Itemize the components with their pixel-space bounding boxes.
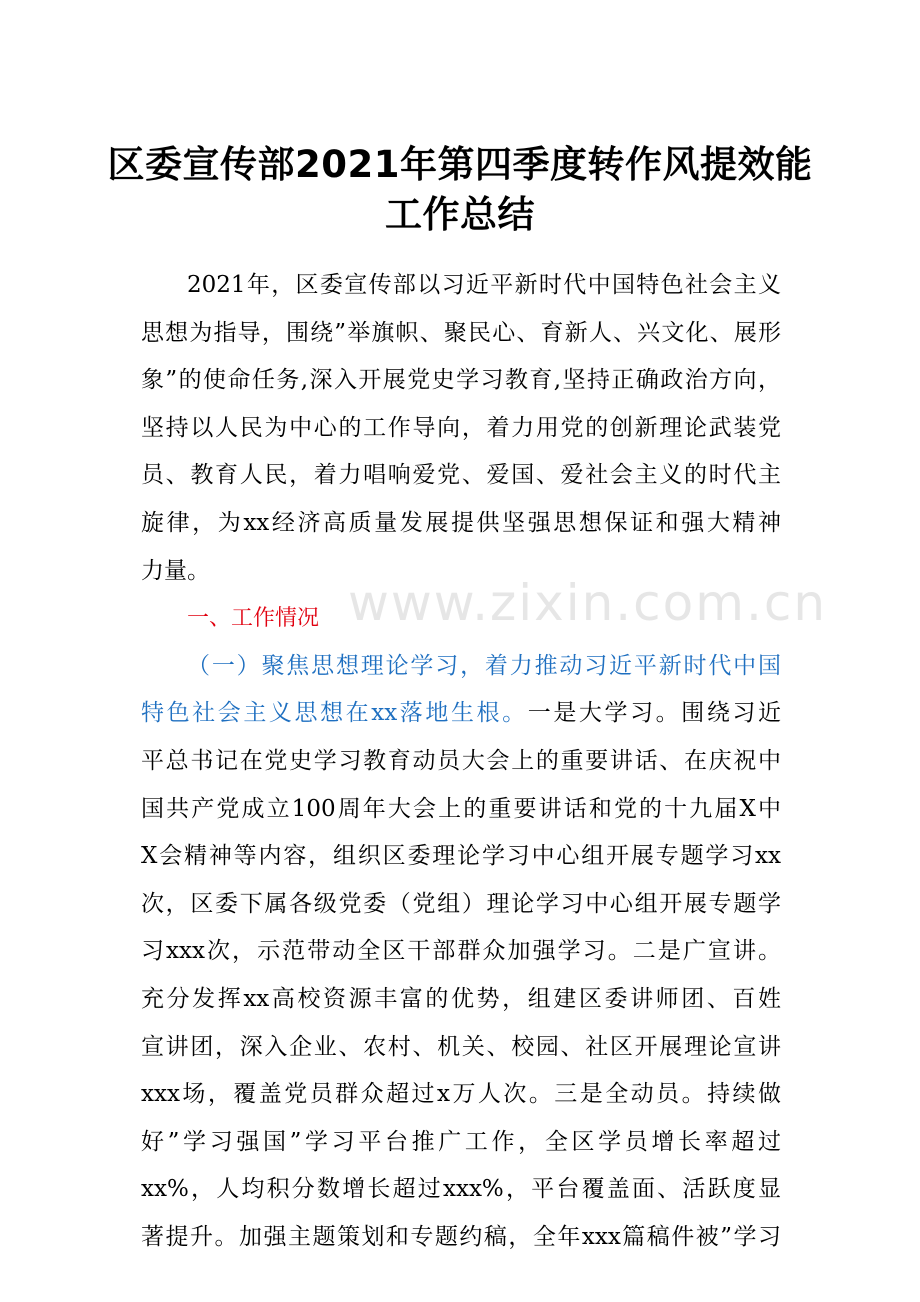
intro-line: 力量。 <box>141 557 210 584</box>
body-line: xx%，人均积分数增长超过xxx%，平台覆盖面、活跃度显 <box>141 1176 781 1203</box>
intro-line: 思想为指导，围绕”举旗帜、聚民心、育新人、兴文化、展形 <box>141 319 781 346</box>
intro-line: 员、教育人民，着力唱响爱党、爱国、爱社会主义的时代主 <box>141 462 781 489</box>
subsection-line <box>141 690 781 738</box>
body-line: 次，区委下属各级党委（党组）理论学习中心组开展专题学 <box>141 890 781 917</box>
section-heading: 一、工作情况 <box>187 606 320 632</box>
body-line: 宣讲团，深入企业、农村、机关、校园、社区开展理论宣讲 <box>141 1033 781 1060</box>
subsection-heading: （一）聚焦思想理论学习，着力推动习近平新时代中国 <box>187 652 781 679</box>
body-line: xxx场，覆盖党员群众超过x万人次。三是全动员。持续做 <box>141 1081 781 1108</box>
subsection-text: 一是大学习。围绕习近 <box>527 700 781 727</box>
intro-line: 坚持以人民为中心的工作导向，着力用党的创新理论武装党 <box>141 414 781 441</box>
body-line: 好”学习强国”学习平台推广工作，全区学员增长率超过 <box>141 1128 781 1155</box>
body-line: 平总书记在党史学习教育动员大会上的重要讲话、在庆祝中 <box>141 747 781 774</box>
body-line: X会精神等内容，组织区委理论学习中心组开展专题学习xx <box>141 843 781 870</box>
subsection-heading-end: 特色社会主义思想在xx落地生根。 <box>141 700 528 727</box>
document-title-line-1: 区委宣传部2021年第四季度转作风提效能 <box>107 143 813 186</box>
document-title-line-2: 工作总结 <box>385 193 535 236</box>
intro-line: 旋律，为xx经济高质量发展提供坚强思想保证和强大精神 <box>141 509 781 536</box>
intro-line: 2021年，区委宣传部以习近平新时代中国特色社会主义 <box>187 272 781 298</box>
body-line: 习xxx次，示范带动全区干部群众加强学习。二是广宣讲。 <box>141 938 781 965</box>
body-line: 著提升。加强主题策划和专题约稿，全年xxx篇稿件被”学习 <box>141 1223 781 1250</box>
body-line: 国共产党成立100周年大会上的重要讲话和党的十九届X中 <box>141 795 781 822</box>
intro-line: 象”的使命任务,深入开展党史学习教育,坚持正确政治方向， <box>141 367 781 394</box>
body-line: 充分发挥xx高校资源丰富的优势，组建区委讲师团、百姓 <box>141 985 781 1012</box>
document-body <box>141 262 781 1261</box>
watermark: www.zixin.com.cn <box>348 574 828 632</box>
